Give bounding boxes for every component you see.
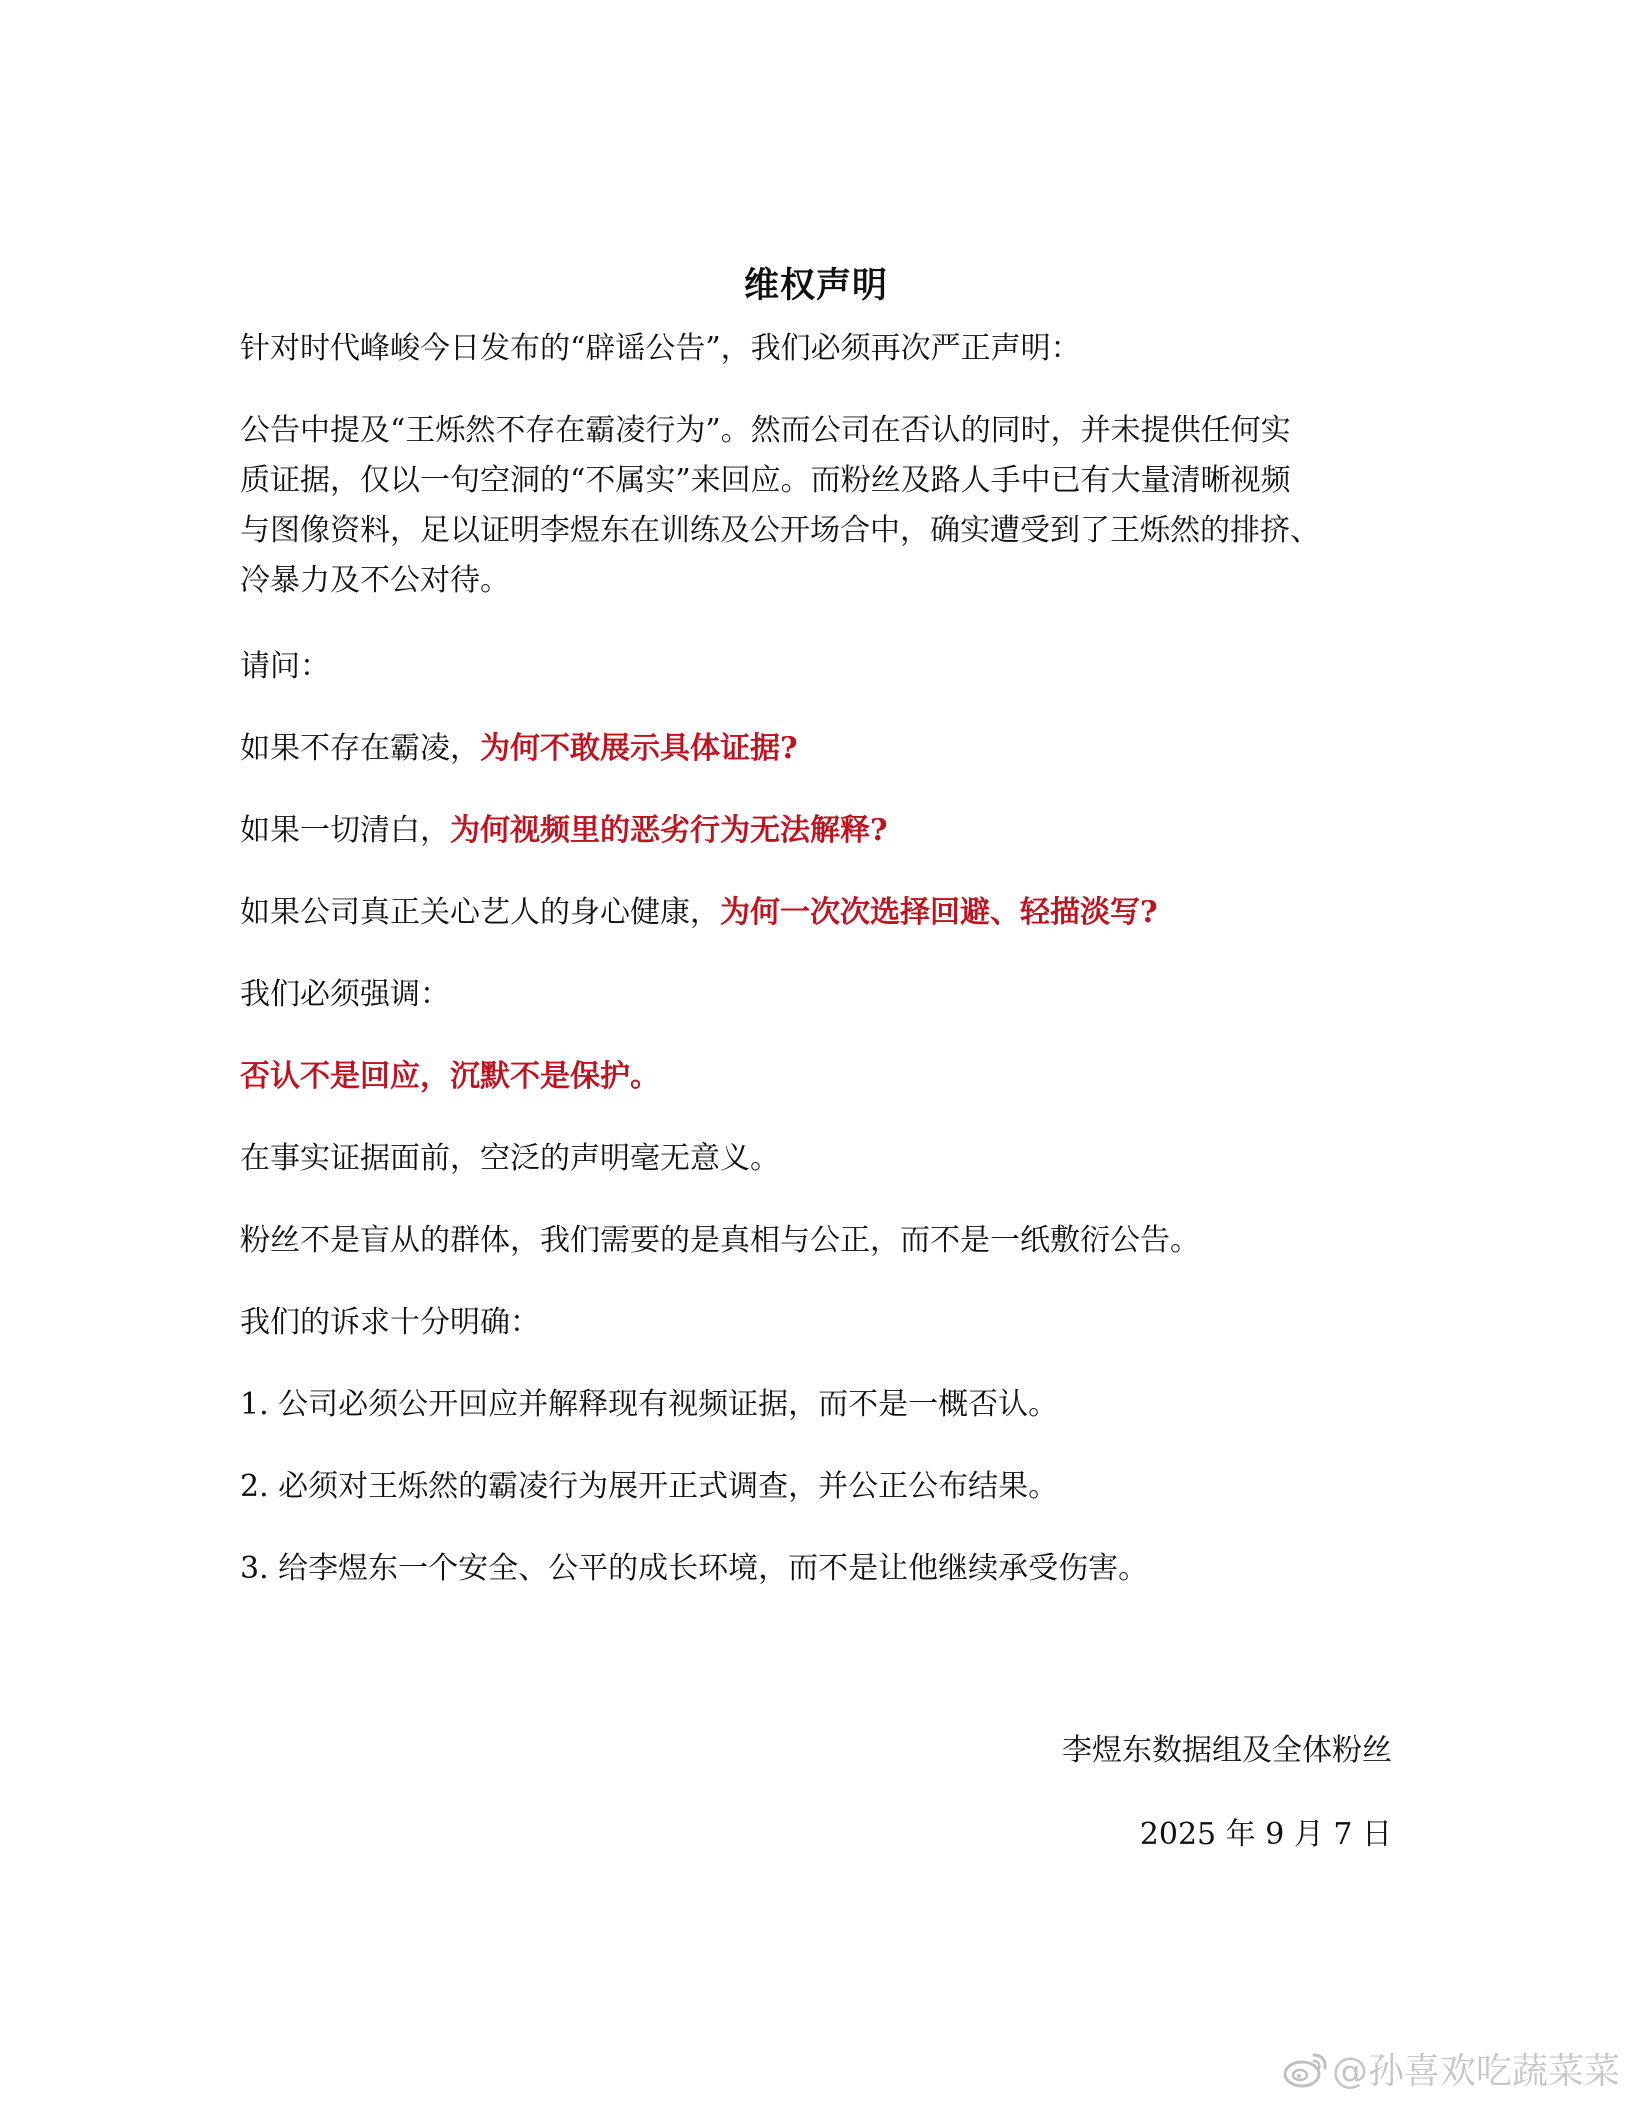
- emphasis-statement: 否认不是回应，沉默不是保护。: [240, 1059, 660, 1094]
- question-highlight: 为何视频里的恶劣行为无法解释?: [450, 813, 888, 848]
- statement-2: 粉丝不是盲从的群体，我们需要的是真相与公正，而不是一纸敷衍公告。: [240, 1223, 1200, 1258]
- weibo-logo-icon: [1282, 2049, 1328, 2089]
- question-highlight: 为何不敢展示具体证据?: [480, 731, 798, 766]
- demands-label: 我们的诉求十分明确：: [240, 1305, 540, 1340]
- question-2: [240, 806, 1400, 856]
- question-1: [240, 724, 1400, 774]
- intro-paragraph: 针对时代峰峻今日发布的“辟谣公告”，我们必须再次严正声明：: [240, 331, 1081, 366]
- question-prefix: 如果一切清白，: [240, 813, 450, 848]
- question-highlight: 为何一次次选择回避、轻描淡写?: [720, 895, 1158, 930]
- signature-date: 2025 年 9 月 7 日: [1139, 1817, 1392, 1852]
- emphasis-label: 我们必须强调：: [240, 977, 450, 1012]
- demand-item: 1. 公司必须公开回应并解释现有视频证据，而不是一概否认。: [240, 1387, 1059, 1422]
- demand-item: 3. 给李煜东一个安全、公平的成长环境，而不是让他继续承受伤害。: [240, 1551, 1149, 1586]
- signature: 李煜东数据组及全体粉丝: [1062, 1733, 1392, 1768]
- ask-label: 请问：: [240, 649, 330, 684]
- watermark-text: @孙喜欢吃蔬菜菜: [1331, 2051, 1620, 2092]
- statement-1: 在事实证据面前，空泛的声明毫无意义。: [240, 1141, 780, 1176]
- paragraph-1-line: 公告中提及“王烁然不存在霸凌行为”。然而公司在否认的同时，并未提供任何实: [240, 413, 1291, 448]
- paragraph-1-line: 与图像资料，足以证明李煜东在训练及公开场合中，确实遭受到了王烁然的排挤、: [240, 513, 1320, 548]
- question-prefix: 如果不存在霸凌，: [240, 731, 480, 766]
- question-prefix: 如果公司真正关心艺人的身心健康，: [240, 895, 720, 930]
- paragraph-1-line: 质证据，仅以一句空洞的“不属实”来回应。而粉丝及路人手中已有大量清晰视频: [240, 463, 1291, 498]
- paragraph-1-line: 冷暴力及不公对待。: [240, 563, 510, 598]
- document-title: 维权声明: [743, 265, 888, 306]
- paragraph-1: [240, 406, 1400, 606]
- document-body: [240, 324, 1400, 1626]
- question-3: [240, 888, 1400, 938]
- watermark: [1282, 2043, 1620, 2094]
- demand-item: 2. 必须对王烁然的霸凌行为展开正式调查，并公正公布结果。: [240, 1469, 1059, 1504]
